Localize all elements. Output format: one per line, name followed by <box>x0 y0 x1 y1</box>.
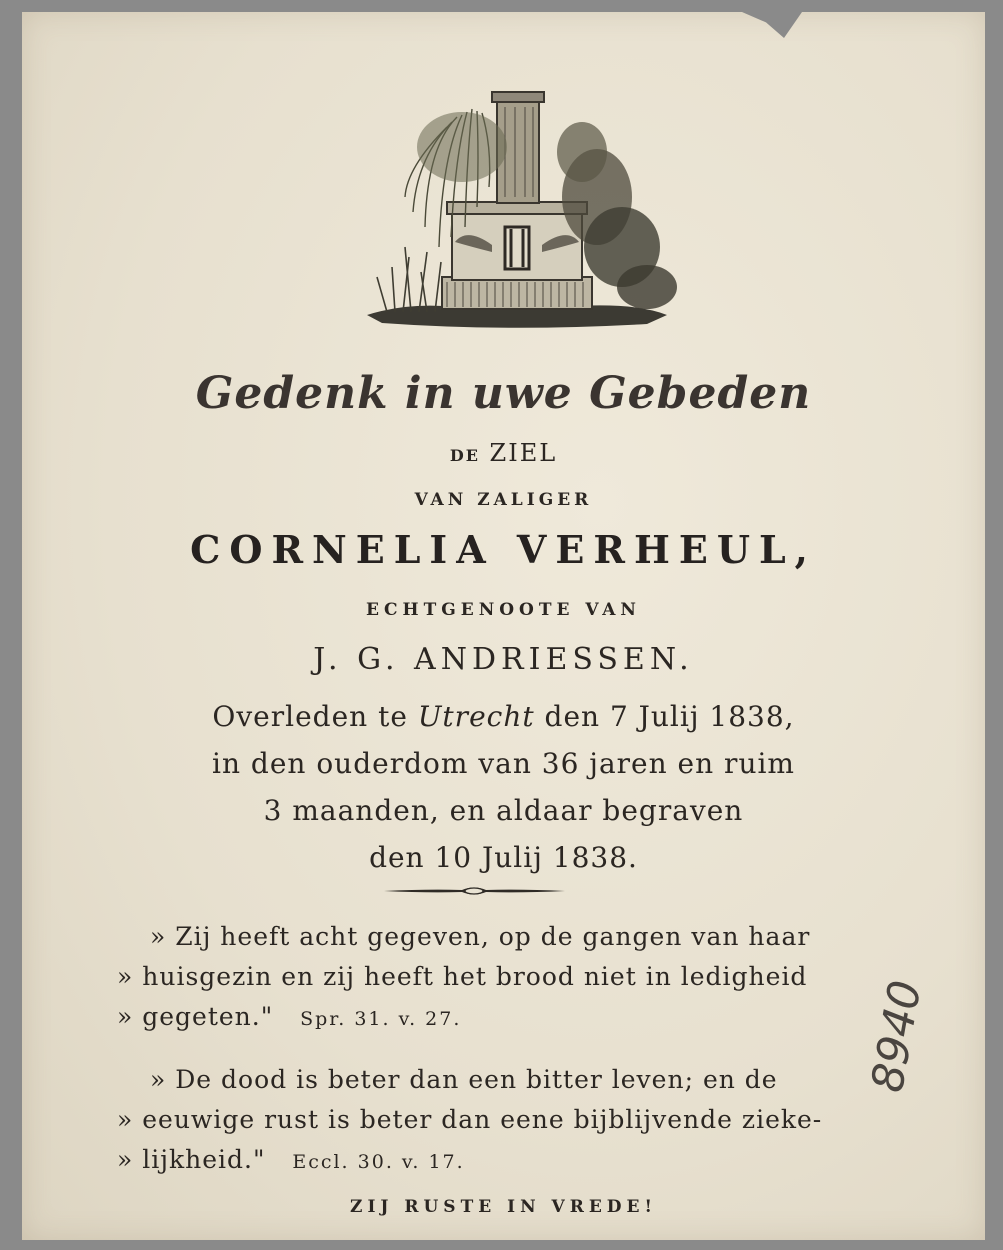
card-heading: Gedenk in uwe Gebeden <box>195 368 812 419</box>
verse-1-line-1: » Zij heeft acht gegeven, op de gangen van haar <box>150 922 811 951</box>
verse-1-line-3 <box>117 1002 461 1031</box>
verse-2-text-end: » lijkheid." <box>117 1145 266 1174</box>
deceased-name: CORNELIA VERHEUL, <box>190 527 817 572</box>
death-prefix: Overleden te <box>212 700 408 733</box>
van-zaliger-line: VAN ZALIGER <box>414 490 593 510</box>
husband-name: J. G. ANDRIESSEN. <box>313 642 694 677</box>
verse-1-reference: Spr. 31. v. 27. <box>300 1008 462 1030</box>
months-line: 3 maanden, en aldaar begraven <box>263 794 744 827</box>
verse-2-reference: Eccl. 30. v. 17. <box>292 1151 465 1173</box>
memorial-card <box>22 12 985 1240</box>
verse-2-line-3 <box>117 1145 465 1174</box>
age-line: in den ouderdom van 36 jaren en ruim <box>212 747 795 780</box>
verse-1-line-2: » huisgezin en zij heeft het brood niet in ledigheid <box>117 962 808 991</box>
verse-1-text-end: » gegeten." <box>117 1002 274 1031</box>
de-ziel-line <box>22 439 985 467</box>
closing-line: ZIJ RUSTE IN VREDE! <box>350 1197 657 1217</box>
de-label: DE <box>449 446 480 465</box>
death-place: Utrecht <box>417 700 535 733</box>
burial-line: den 10 Julij 1838. <box>369 841 638 874</box>
verse-2-line-2: » eeuwige rust is beter dan eene bijblijvende zieke- <box>117 1105 823 1134</box>
inventory-number: 8940 <box>862 976 932 1096</box>
ornamental-divider <box>382 884 567 898</box>
death-date: den 7 Julij 1838, <box>544 700 795 733</box>
death-line <box>22 700 985 733</box>
ziel-label: ZIEL <box>489 439 558 467</box>
paper-tear <box>742 12 802 38</box>
tomb-engraving-image <box>347 77 677 332</box>
echtgenoote-line: ECHTGENOOTE VAN <box>366 600 641 620</box>
verse-2-line-1: » De dood is beter dan een bitter leven; en de <box>150 1065 778 1094</box>
